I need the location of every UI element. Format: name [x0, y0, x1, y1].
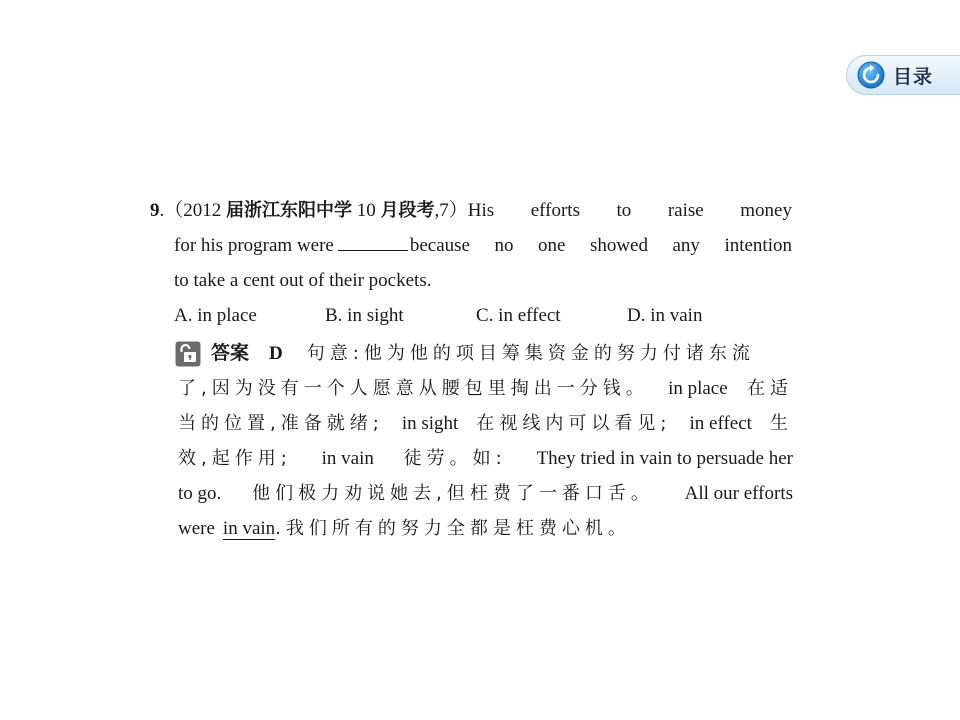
answer-line-6 [150, 511, 793, 546]
question-word: efforts [530, 200, 580, 221]
question-stem-with-blank [174, 228, 470, 263]
toc-label: 目录 [893, 65, 934, 88]
answer-text: 他们极力劝说她去,但枉费了一番口舌。 [252, 483, 654, 504]
answer-text: 效,起作用; [178, 448, 292, 469]
toc-button[interactable] [846, 55, 960, 95]
question-word: any [672, 235, 700, 256]
refresh-circle-icon [857, 61, 885, 89]
answer-line-5 [150, 476, 793, 511]
question-line-2 [150, 228, 792, 263]
answer-example: All our efforts [684, 483, 793, 504]
question-word: intention [724, 235, 792, 256]
answer-example: They tried in vain to persuade her [536, 448, 793, 469]
question-source-open: .（2012 [159, 200, 227, 221]
question-word: no [494, 235, 514, 256]
answer-explanation: 句意:他为他的项目筹集资金的努力付诸东流 [306, 343, 755, 364]
answer-phrase: in effect [689, 413, 752, 434]
answer-line-4 [150, 441, 793, 476]
answer-text: 当的位置,准备就绪; [178, 413, 384, 434]
answer-example: were [178, 518, 215, 539]
answer-block [150, 336, 793, 546]
question-text: to take a cent out of their pockets. [174, 270, 432, 291]
answer-text: .我们所有的努力全都是枉费心机。 [275, 518, 631, 539]
question-line-3 [150, 263, 792, 298]
options-row [150, 298, 792, 333]
answer-example: to go. [178, 483, 222, 504]
option-a: A. in place [174, 305, 257, 326]
question-word: to [616, 200, 632, 221]
answer-text: 了,因为没有一个人愿意从腰包里掏出一分钱。 [178, 378, 649, 399]
option-d: D. in vain [627, 305, 703, 326]
question-source-close: ,7） [434, 200, 468, 221]
answer-text: 徒劳。如: [403, 448, 507, 469]
question-line-1 [150, 193, 792, 228]
answer-phrase: in sight [401, 413, 459, 434]
answer-text: 在视线内可以看见; [476, 413, 672, 434]
answer-text: 生 [769, 413, 793, 434]
question-word: raise [667, 200, 704, 221]
question-word: because [409, 235, 470, 256]
unlock-icon [175, 341, 201, 367]
question-word: His [467, 200, 495, 221]
question-header [150, 193, 494, 228]
answer-key: D [269, 343, 283, 364]
answer-text: 在适 [747, 378, 793, 399]
question-word: showed [589, 235, 648, 256]
answer-line-2 [150, 371, 793, 406]
answer-blank [338, 230, 408, 251]
answer-line-3 [150, 406, 793, 441]
answer-label: 答案 [211, 342, 250, 364]
question-number: 9 [150, 200, 160, 221]
option-c: C. in effect [476, 305, 561, 326]
option-b: B. in sight [325, 305, 404, 326]
question-block [150, 193, 792, 333]
answer-underlined-phrase: in vain [222, 518, 276, 539]
question-source-exam: 月段考 [380, 200, 435, 221]
answer-phrase: in place [668, 378, 728, 399]
question-word: one [538, 235, 566, 256]
question-word: money [740, 200, 792, 221]
answer-line-1 [150, 336, 793, 371]
question-source-month: 10 [352, 200, 381, 221]
question-text: for his program were [174, 235, 334, 256]
question-source-school: 届浙江东阳中学 [226, 200, 353, 221]
answer-phrase: in vain [321, 448, 374, 469]
